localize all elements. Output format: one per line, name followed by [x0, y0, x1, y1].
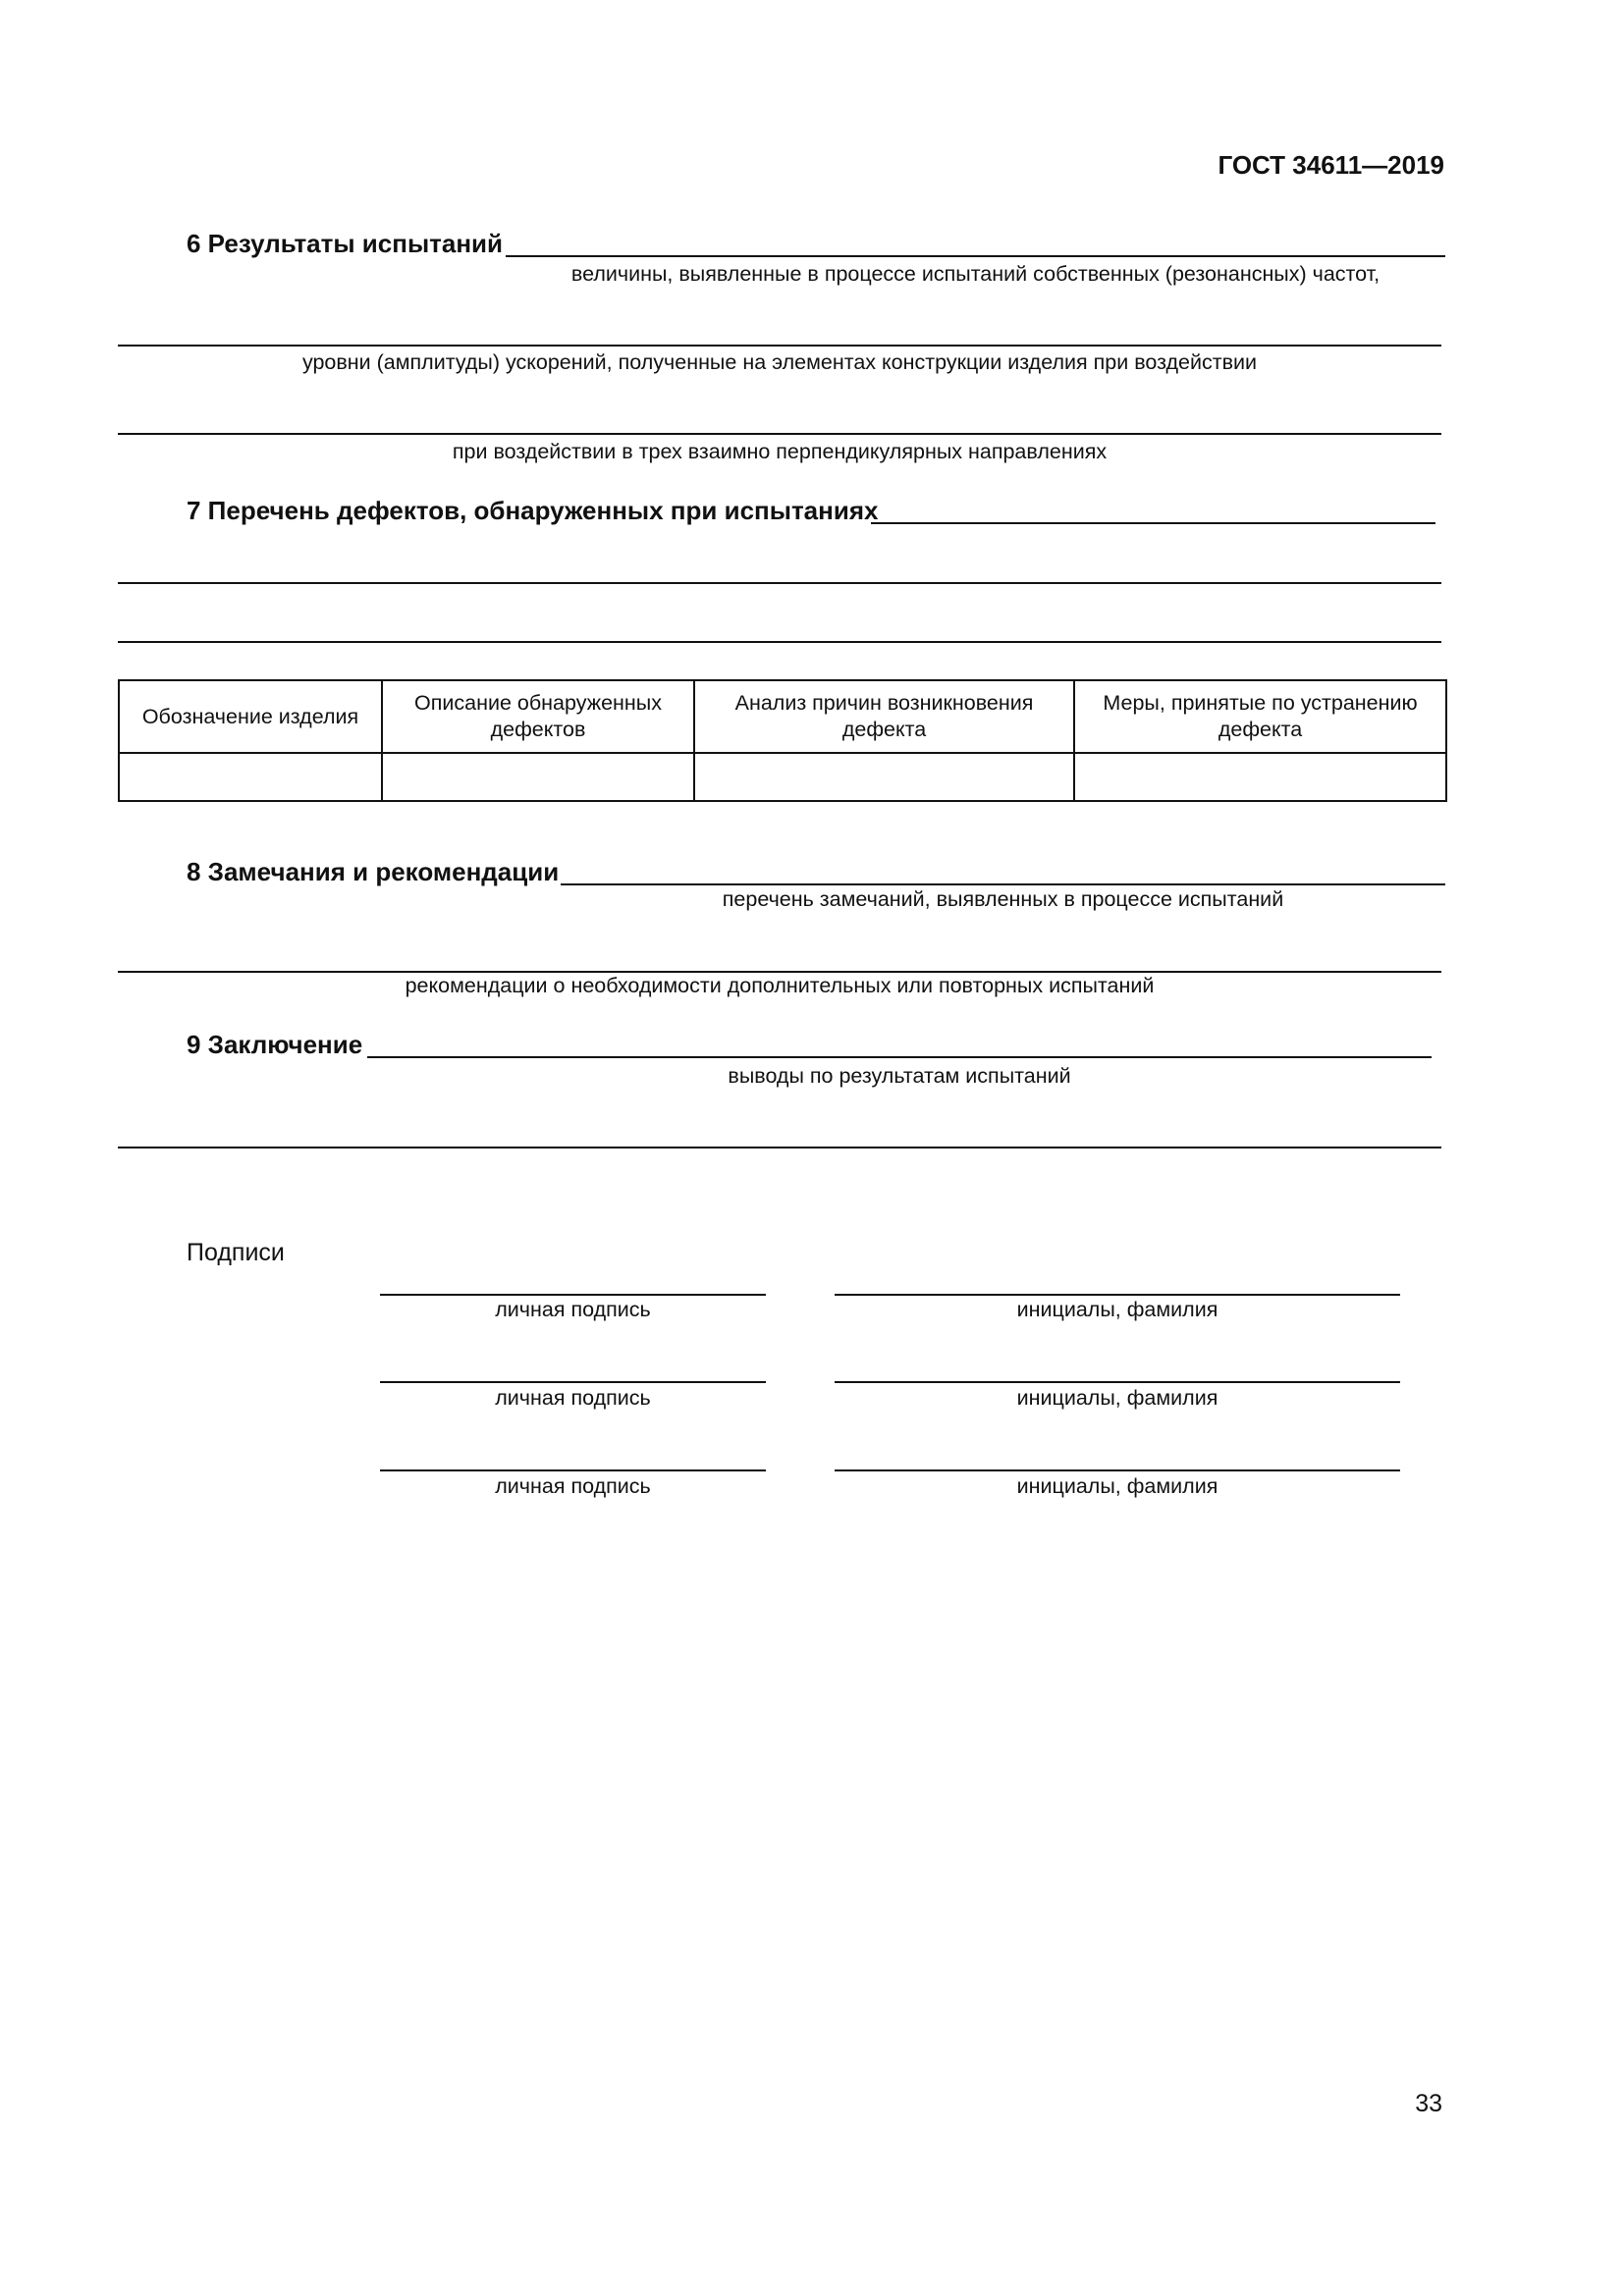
page-number: 33 [1415, 2090, 1442, 2117]
column-header-cause-analysis: Анализ причин возникновения дефекта [694, 680, 1074, 753]
defects-table [118, 679, 1447, 802]
name-caption: инициалы, фамилия [1016, 1386, 1218, 1410]
section-8-title: 8 Замечания и рекомендации [187, 857, 560, 886]
signature-caption: личная подпись [495, 1298, 651, 1321]
name-line[interactable] [835, 1381, 1400, 1383]
name-caption: инициалы, фамилия [1016, 1474, 1218, 1498]
section-8-fill-line-2 [118, 971, 1441, 973]
signature-caption: личная подпись [495, 1474, 651, 1498]
section-8-hint-1: перечень замечаний, выявленных в процессе испытаний [722, 887, 1284, 911]
section-6-hint-3: при воздействии в трех взаимно перпендикулярных направлениях [452, 440, 1108, 463]
section-9-hint-1: выводы по результатам испытаний [728, 1064, 1071, 1088]
section-7-fill-line-1 [871, 522, 1435, 524]
section-7-fill-line-3 [118, 641, 1441, 643]
table-cell[interactable] [119, 753, 382, 801]
section-9-fill-line-1 [367, 1056, 1432, 1058]
table-header-row [119, 680, 1446, 753]
signature-line[interactable] [380, 1381, 766, 1383]
section-7-fill-line-2 [118, 582, 1441, 584]
document-code: ГОСТ 34611—2019 [1218, 150, 1444, 180]
name-line[interactable] [835, 1294, 1400, 1296]
name-line[interactable] [835, 1469, 1400, 1471]
column-header-corrective-measures: Меры, принятые по устранению дефекта [1074, 680, 1446, 753]
section-9-fill-line-2 [118, 1147, 1441, 1148]
signature-line[interactable] [380, 1469, 766, 1471]
section-6-fill-line-3 [118, 433, 1441, 435]
signature-caption: личная подпись [495, 1386, 651, 1410]
section-6-hint-2: уровни (амплитуды) ускорений, полученные на элементах конструкции изделия при воздействии [301, 350, 1258, 374]
section-7-title: 7 Перечень дефектов, обнаруженных при испытаниях [187, 496, 879, 525]
column-header-defect-description: Описание обнаруженных дефектов [382, 680, 694, 753]
signatures-label: Подписи [187, 1239, 285, 1266]
section-6-fill-line-2 [118, 345, 1441, 347]
section-6-hint-1: величины, выявленные в процессе испытаний собственных (резонансных) частот, [570, 262, 1380, 286]
column-header-designation: Обозначение изделия [119, 680, 382, 753]
section-6-title: 6 Результаты испытаний [187, 229, 504, 258]
name-caption: инициалы, фамилия [1016, 1298, 1218, 1321]
table-cell[interactable] [382, 753, 694, 801]
table-cell[interactable] [694, 753, 1074, 801]
table-cell[interactable] [1074, 753, 1446, 801]
table-row [119, 753, 1446, 801]
section-8-hint-2: рекомендации о необходимости дополнительных или повторных испытаний [405, 974, 1155, 997]
signature-line[interactable] [380, 1294, 766, 1296]
section-8-fill-line-1 [561, 883, 1445, 885]
section-9-title: 9 Заключение [187, 1030, 363, 1059]
section-6-fill-line-1 [506, 255, 1445, 257]
